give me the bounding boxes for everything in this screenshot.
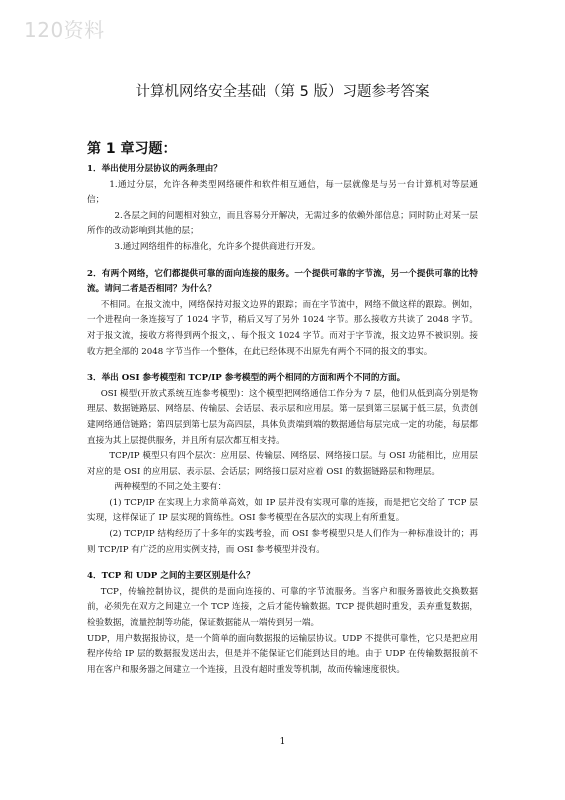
question-3: 3．举出 OSI 参考模型和 TCP/IP 参考模型的两个相同的方面和两个不同的方面。 bbox=[87, 373, 406, 384]
answer-1-item-1: 1.通过分层，允许各种类型网络硬件和软件相互通信，每一层就像是与另一台计算机对等层通信； bbox=[87, 179, 478, 206]
chapter-heading: 第 1 章习题： bbox=[87, 141, 177, 157]
document-body bbox=[87, 162, 478, 678]
answer-3-paragraph-2: TCP/IP 模型只有四个层次：应用层、传输层、网络层、网络接口层。与 OSI 功能相比，应用层对应的是 OSI 的应用层、表示层、会话层；网络接口层对应着 OSI 的数据链路层和物理层。 bbox=[87, 451, 478, 477]
answer-3-paragraph-1: OSI 模型(开放式系统互连参考模型)：这个模型把网络通信工作分为 7 层，他们从低到高分别是物理层、数据链路层、网络层、传输层、会话层、表示层和应用层。第一层到第三层属于低三层，负责创建网络通信链路；第四层到第七层为高四层，具体负责端到端的数据通信每层完成一定的功能，每层都直接为其上层提供服务，并且所有层次都互相支持。 bbox=[87, 388, 478, 446]
answer-2: 不相同。在报文流中，网络保持对报文边界的跟踪；而在字节流中，网络不做这样的跟踪。例如，一个进程向一条连接写了 1024 字节，稍后又写了另外 1024 字节。那么接收方共读了 2048 字节。对于报文流，接收方将得到两个报文，、每个报文 1024 字节。而对于字节流，报文边界不被识别。接收方把全部的 2048 字节当作一个整体，在此已经体现不出原先有两个不同的报文的事实。 bbox=[87, 299, 478, 357]
answer-1-item-2: 2.各层之间的问题相对独立，而且容易分开解决，无需过多的依赖外部信息；同时防止对某一层所作的改动影响到其他的层； bbox=[87, 210, 478, 237]
watermark-logo: 120资料 bbox=[24, 18, 105, 42]
question-4: 4．TCP 和 UDP 之间的主要区别是什么？ bbox=[87, 571, 255, 582]
answer-3-paragraph-5: (2) TCP/IP 结构经历了十多年的实践考验，而 OSI 参考模型只是人们作为一种标准设计的；再则 TCP/IP 有广泛的应用实例支持，而 OSI 参考模型并没有。 bbox=[87, 529, 478, 555]
page-number: 1 bbox=[279, 737, 286, 747]
answer-3-paragraph-3: 两种模型的不同之处主要有： bbox=[114, 482, 227, 493]
answer-4-paragraph-2: UDP，用户数据报协议，是一个简单的面向数据报的运输层协议。UDP 不提供可靠性，它只是把应用程序传给 IP 层的数据报发送出去，但是并不能保证它们能到达目的地。由于 UDP 在传输数据报前不用在客户和服务器之间建立一个连接，且没有超时重发等机制，故而传输速度很快。 bbox=[87, 633, 478, 675]
answer-4-paragraph-1: TCP，传输控制协议，提供的是面向连接的、可靠的字节流服务。当客户和服务器彼此交换数据前，必须先在双方之间建立一个 TCP 连接，之后才能传输数据。TCP 提供超时重发，丢弃重复数据，检验数据，流量控制等功能，保证数据能从一端传到另一端。 bbox=[87, 586, 478, 629]
question-1: 1．举出使用分层协议的两条理由？ bbox=[87, 164, 222, 174]
document-title: 计算机网络安全基础（第 5 版）习题参考答案 bbox=[135, 84, 430, 100]
answer-1-item-3: 3.通过网络组件的标准化，允许多个提供商进行开发。 bbox=[114, 241, 321, 252]
question-2: 2．有两个网络，它们都提供可靠的面向连接的服务。一个提供可靠的字节流，另一个提供可靠的比特流。请问二者是否相同？为什么？ bbox=[87, 268, 478, 295]
answer-3-paragraph-4: (1) TCP/IP 在实现上力求简单高效，如 IP 层并没有实现可靠的连接，而是把它交给了 TCP 层实现，这样保证了 IP 层实现的简练性。OSI 参考模型在各层次的实现上有所重复。 bbox=[87, 497, 478, 524]
